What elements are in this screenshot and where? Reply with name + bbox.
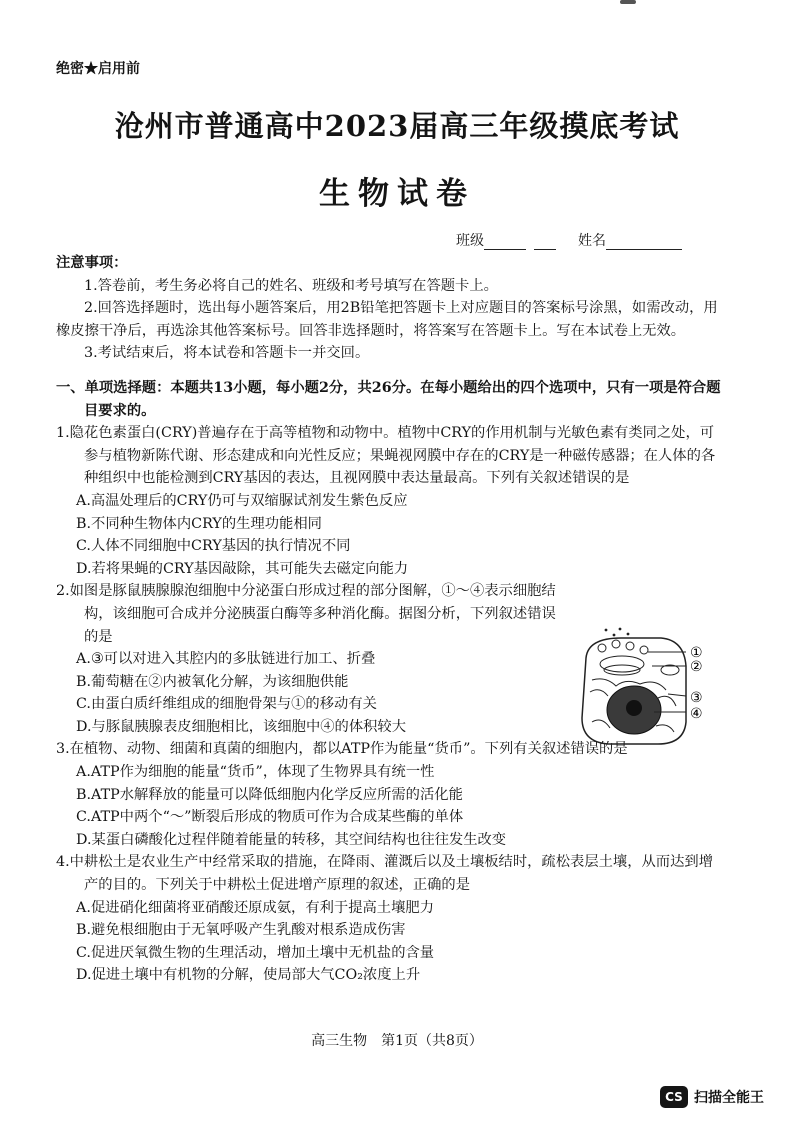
q2-option-b: B.葡萄糖在②内被氧化分解，为该细胞供能 bbox=[76, 673, 349, 690]
question-4-stem: 4.中耕松土是农业生产中经常采取的措施，在降雨、灌溉后以及土壤板结时，疏松表层土壤，从而达到增产的目的。下列关于中耕松土促进增产原理的叙述，正确的是 bbox=[56, 854, 713, 894]
q1-option-b: B.不同种生物体内CRY的生理功能相同 bbox=[76, 515, 322, 532]
note-item: 3.考试结束后，将本试卷和答题卡一并交回。 bbox=[84, 345, 370, 362]
exam-body bbox=[56, 252, 722, 987]
vesicle bbox=[613, 634, 616, 637]
q2-option-d: D.与豚鼠胰腺表皮细胞相比，该细胞中④的体积较大 bbox=[76, 718, 407, 735]
q4-option-b: B.避免根细胞由于无氧呼吸产生乳酸对根系造成伤害 bbox=[76, 922, 406, 939]
q2-option-c: C.由蛋白质纤维组成的细胞骨架与①的移动有关 bbox=[76, 696, 377, 713]
nucleolus bbox=[626, 700, 642, 716]
secretory-vesicle bbox=[598, 644, 606, 652]
q1-option-d: D.若将果蝇的CRY基因敲除，其可能失去磁定向能力 bbox=[76, 560, 409, 577]
q3-option-b: B.ATP水解释放的能量可以降低细胞内化学反应所需的活化能 bbox=[76, 786, 463, 803]
question-2 bbox=[56, 580, 566, 738]
watermark-text: 扫描全能王 bbox=[694, 1090, 764, 1106]
secretory-vesicle bbox=[640, 646, 648, 654]
question-2-stem: 2.如图是豚鼠胰腺腺泡细胞中分泌蛋白形成过程的部分图解，①～④表示细胞结构，该细胞可合成并分泌胰蛋白酶等多种消化酶。据图分析，下列叙述错误的是 bbox=[56, 583, 556, 645]
q1-option-a: A.高温处理后的CRY仍可与双缩脲试剂发生紫色反应 bbox=[76, 492, 408, 509]
golgi-apparatus bbox=[604, 665, 640, 675]
name-label: 姓名 bbox=[578, 233, 606, 249]
class-label: 班级 bbox=[456, 233, 484, 249]
cell-diagram-svg bbox=[566, 626, 716, 750]
q2-option-a: A.③可以对进入其腔内的多肽链进行加工、折叠 bbox=[76, 651, 376, 668]
class-name-line bbox=[456, 230, 682, 250]
name-blank bbox=[606, 235, 682, 250]
notes-heading: 注意事项： bbox=[56, 255, 128, 271]
exam-subtitle: 生物试卷 bbox=[319, 176, 475, 212]
class-blank bbox=[484, 235, 526, 250]
q4-option-d: D.促进土壤中有机物的分解，使局部大气CO₂浓度上升 bbox=[76, 967, 421, 984]
figure-label-1: ① bbox=[690, 645, 703, 661]
camscanner-logo: CS bbox=[660, 1086, 688, 1108]
figure-label-2: ② bbox=[690, 659, 703, 675]
question-1-stem: 1.隐花色素蛋白(CRY)普遍存在于高等植物和动物中。植物中CRY的作用机制与光敏色素有类同之处，可参与植物新陈代谢、形态建成和向光性反应；果蝇视网膜中存在的CRY是一种磁传感器；在人体的各种组织中也能检测到CRY基因的表达，且视网膜中表达量最高。下列有关叙述错误的是 bbox=[56, 425, 716, 487]
scanner-watermark bbox=[660, 1086, 764, 1108]
vesicle bbox=[619, 628, 622, 631]
confidential-mark: 绝密★启用前 bbox=[56, 61, 140, 77]
secretory-vesicle bbox=[612, 640, 620, 648]
note-item: 1.答卷前，考生务必将自己的姓名、班级和考号填写在答题卡上。 bbox=[84, 277, 498, 294]
q4-option-c: C.促进厌氧微生物的生理活动，增加土壤中无机盐的含量 bbox=[76, 944, 435, 961]
q3-option-a: A.ATP作为细胞的能量“货币”，体现了生物界具有统一性 bbox=[76, 764, 435, 781]
question-3-stem: 3.在植物、动物、细菌和真菌的细胞内，都以ATP作为能量“货币”。下列有关叙述错误的是 bbox=[56, 741, 628, 758]
vesicle bbox=[605, 629, 608, 632]
secretory-vesicle bbox=[626, 642, 634, 650]
q3-option-c: C.ATP中两个“～”断裂后形成的物质可作为合成某些酶的单体 bbox=[76, 809, 464, 826]
figure-label-3: ③ bbox=[690, 690, 703, 706]
golgi-apparatus bbox=[600, 656, 644, 672]
q3-option-d: D.某蛋白磷酸化过程伴随着能量的转移，其空间结构也往往发生改变 bbox=[76, 831, 507, 848]
section-heading: 一、单项选择题：本题共13小题，每小题2分，共26分。在每小题给出的四个选项中，只有一项是符合题目要求的。 bbox=[56, 379, 721, 419]
q1-option-c: C.人体不同细胞中CRY基因的执行情况不同 bbox=[76, 538, 351, 555]
label-line-3 bbox=[668, 694, 686, 696]
q4-option-a: A.促进硝化细菌将亚硝酸还原成氨，有利于提高土壤肥力 bbox=[76, 899, 434, 916]
page-footer: 高三生物 第1页（共8页） bbox=[311, 1033, 483, 1049]
figure-label-4: ④ bbox=[690, 706, 703, 722]
class-blank-2 bbox=[534, 235, 556, 250]
exam-title: 沧州市普通高中2023届高三年级摸底考试 bbox=[114, 109, 680, 143]
vesicle bbox=[627, 633, 630, 636]
cell-diagram bbox=[566, 626, 716, 750]
scan-speck bbox=[620, 0, 636, 4]
note-item: 2.回答选择题时，选出每小题答案后，用2B铅笔把答题卡上对应题目的答案标号涂黑，如需改动，用橡皮擦干净后，再选涂其他答案标号。回答非选择题时，将答案写在答题卡上。写在本试卷上无效。 bbox=[56, 300, 718, 339]
